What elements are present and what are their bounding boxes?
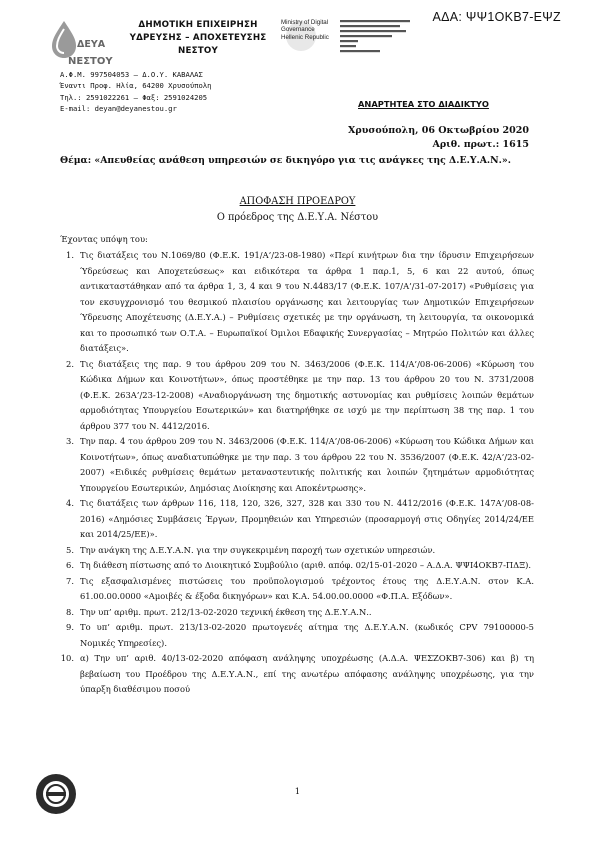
item-number: 4. [66, 498, 74, 508]
svg-text:ΔΕΥΑ: ΔΕΥΑ [77, 39, 106, 50]
item-text: Την παρ. 4 του άρθρου 209 του Ν. 3463/2006 (Φ.Ε.Κ. 114/Α’/08-06-2006) «Κύρωση του Κώδικα Δήμων και Κοινοτήτων», όπως αναδιατυπώθηκε με την παρ. 3 του άρθρου 22 του Ν. 3536/2007 (Φ.Ε.Κ. 42/Α’/23-02-2007) «Ειδικές ρυθμίσεις θεμάτων μεταναστευτικής πολιτικής και λοιπών ζητημάτων αρμοδιότητας Υπουργείου Εσωτερικών, Δημόσιας Διοίκησης και Αποκέντρωσης». [80, 436, 534, 493]
item-text: Τη διάθεση πίστωσης από το Διοικητικό Συμβούλιο (αριθ. απόφ. 02/15-01-2020 – Α.Δ.Α. ΨΨΙ4ΟΚΒ7-ΠΔΞ). [80, 560, 531, 570]
signature-details-icon [340, 19, 435, 59]
list-item [60, 434, 534, 496]
address-line: Έναντι Προφ. Ηλία, 64200 Χρυσούπολη [60, 81, 212, 91]
org-line-2: ΥΔΡΕΥΣΗΣ – ΑΠΟΧΕΤΕΥΣΗΣ [129, 33, 267, 43]
intro-text: Έχοντας υπόψη του: [60, 234, 148, 244]
afm-line: Α.Φ.Μ. 997504053 – Δ.Ο.Υ. ΚΑΒΑΛΑΣ [60, 70, 203, 79]
list-item [60, 651, 534, 698]
item-number: 1. [66, 250, 74, 260]
item-text: Τις διατάξεις της παρ. 9 του άρθρου 209 του Ν. 3463/2006 (Φ.Ε.Κ. 114/Α’/08-06-2006) «Κύρωση του Κώδικα Δήμων και Κοινοτήτων», όπως προστέθηκε με την παρ. 13 του άρθρου 20 του Ν. 3731/2008 (Φ.Ε.Κ. 263Α’/23-12-2008) «Αναδιοργάνωση της δημοτικής αστυνομίας και ρυθμίσεις λοιπών θεμάτων αρμοδιότητας Υπουργείου Εσωτερικών» και διατηρήθηκε σε ισχύ με την περίπτωση 38 της παρ. 1 του άρθρου 377 του Ν. 4412/2016. [80, 358, 534, 431]
list-item [60, 558, 534, 574]
item-number: 7. [66, 575, 74, 586]
item-text: α) Την υπ’ αριθ. 40/13-02-2020 απόφαση ανάληψης υποχρέωσης (Α.Δ.Α. ΨΕΣΖΟΚΒ7-306) και β) τη βεβαίωση του Προέδρου της Δ.Ε.Υ.Α.Ν., επί της ανωτέρω απόφασης ανάληψης υποχρέωσης, για την ύπαρξη διαθέσιμου ποσού [80, 653, 534, 694]
item-text: Το υπ’ αριθμ. πρωτ. 213/13-02-2020 πρωτογενές αίτημα της Δ.Ε.Υ.Α.Ν. (κωδικός CPV 79100000-5 Νομικές Υπηρεσίες). [80, 622, 534, 648]
internet-posting-notice: ΑΝΑΡΤΗΤΕΑ ΣΤΟ ΔΙΑΔΙΚΤΥΟ [358, 99, 489, 109]
list-item [60, 248, 534, 357]
svg-text:ΝΕΣΤΟΥ: ΝΕΣΤΟΥ [68, 56, 113, 67]
item-number: 8. [66, 606, 74, 617]
list-item [60, 357, 534, 435]
item-text: Τις εξασφαλισμένες πιστώσεις του προϋπολογισμού τρέχοντος έτους της Δ.Ε.Υ.Α.Ν. στον Κ.Α. 61.00.00.0000 «Αμοιβές & έξοδα δικηγόρων» και Κ.Α. 54.00.00.0000 «Φ.Π.Α. Εξόδων». [80, 575, 534, 601]
item-number: 9. [66, 622, 74, 632]
digital-signature-text: Ministry of Digital Governance Hellenic Republic [281, 19, 329, 41]
decision-title: ΑΠΟΦΑΣΗ ΠΡΟΕΔΡΟΥ [239, 196, 356, 207]
item-text: Τις διατάξεις των άρθρων 116, 118, 120, 326, 327, 328 και 330 του Ν. 4412/2016 (Φ.Ε.Κ. 147Α’/08-08-2016) «Δημόσιες Συμβάσεις Έργων, Προμηθειών και Υπηρεσιών (προσαρμογή στις Οδηγίες 2014/24/ΕΕ και 2014/25/ΕΕ)». [80, 498, 534, 539]
phone-line: Τηλ.: 2591022261 – Φαξ: 2591024205 [60, 92, 208, 102]
page-number: 1 [294, 787, 301, 797]
considerations-list [60, 248, 534, 698]
deya-logo-icon [46, 17, 113, 67]
ada-code: ΑΔΑ: ΨΨ1ΟΚΒ7-ΕΨΖ [432, 10, 561, 24]
email-line: E-mail: deyan@deyanestou.gr [60, 104, 177, 114]
list-item [60, 605, 534, 621]
date-block [348, 124, 529, 152]
decision-subtitle: Ο πρόεδρος της Δ.Ε.Υ.Α. Νέστου [216, 212, 379, 223]
org-line-3: ΝΕΣΤΟΥ [178, 46, 218, 56]
item-text: Την ανάγκη της Δ.Ε.Υ.Α.Ν. για την συγκεκριμένη παροχή των σχετικών υπηρεσιών. [80, 544, 436, 555]
organization-header [112, 19, 284, 58]
item-number: 3. [66, 436, 74, 446]
protocol-number: Αριθ. πρωτ.: 1615 [432, 139, 529, 150]
item-text: Την υπ’ αριθμ. πρωτ. 212/13-02-2020 τεχνική έκθεση της Δ.Ε.Υ.Α.Ν.. [80, 606, 372, 617]
org-line-1: ΔΗΜΟΤΙΚΗ ΕΠΙΧΕΙΡΗΣΗ [138, 20, 258, 30]
list-item [60, 620, 534, 651]
item-number: 5. [66, 544, 74, 555]
contact-block [60, 69, 211, 115]
item-text: Τις διατάξεις του Ν.1069/80 (Φ.Ε.Κ. 191/Α’/23-08-1980) «Περί κινήτρων δια την ίδρυσιν Επιχειρήσεων Ύδρεύσεως και Αποχετεύσεως» και ειδικότερα τα άρθρα 1 παρ.1, 5, 6 και 22 αυτού, όπως αντικαταστάθηκαν από τα άρθρα 1, 3, 4 και 9 του Ν.4483/17 (Φ.Ε.Κ. 107/Α’/31-07-2017) «Ρυθμίσεις για τον εκσυγχρονισμό του θεσμικού πλαισίου οργάνωσης και λειτουργίας των Δημοτικών Επιχειρήσεων Ύδρευσης Αποχέτευσης (Δ.Ε.Υ.Α.) – Ρυθμίσεις σχετικές με την οργάνωση, τη λειτουργία, τα οικονομικά και το προσωπικό των Ο.Τ.Α. – Ευρωπαϊκοί Όμιλοι Εδαφικής Συνεργασίας – Μητρώο Πολιτών και άλλες διατάξεις». [80, 250, 534, 353]
list-item [60, 543, 534, 559]
item-number: 6. [66, 560, 74, 570]
list-item [60, 574, 534, 605]
item-number: 10. [60, 653, 74, 663]
subject-line: Θέμα: «Απευθείας ανάθεση υπηρεσιών σε δικηγόρο για τις ανάγκες της Δ.Ε.Υ.Α.Ν.». [60, 155, 511, 166]
list-item [60, 496, 534, 543]
date-line: Χρυσούπολη, 06 Οκτωβρίου 2020 [348, 125, 529, 136]
item-number: 2. [66, 358, 74, 369]
